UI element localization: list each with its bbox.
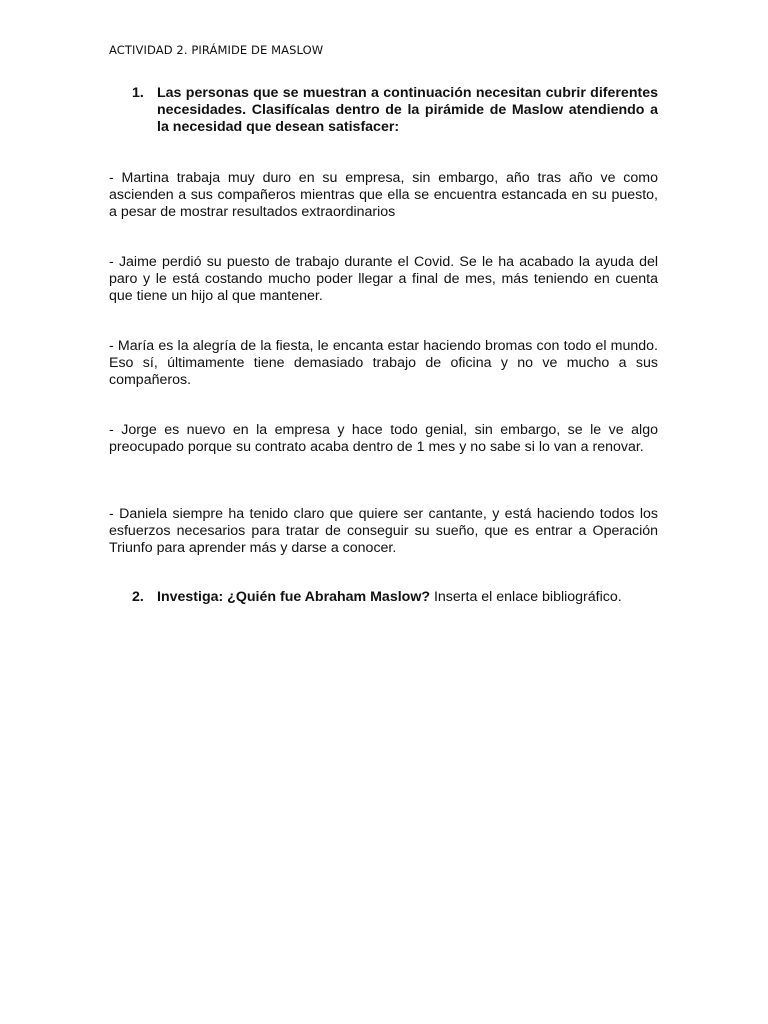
- case-daniela: - Daniela siempre ha tenido claro que quiere ser cantante, y está haciendo todos los esfuerzos necesarios para tratar de conseguir su sueño, que es entrar a Operación Triunfo para aprender más y darse a conocer.: [109, 506, 658, 557]
- case-maria: - María es la alegría de la fiesta, le encanta estar haciendo bromas con todo el mundo. Eso sí, últimamente tiene demasiado trabajo de oficina y no ve mucho a sus compañeros.: [109, 338, 658, 389]
- document-title: ACTIVIDAD 2. PIRÁMIDE DE MASLOW: [109, 43, 324, 57]
- question-2-normal-text: Inserta el enlace bibliográfico.: [430, 589, 622, 605]
- question-2: [132, 589, 658, 606]
- question-1: [132, 85, 658, 137]
- case-martina: - Martina trabaja muy duro en su empresa, sin embargo, año tras año ve como ascienden a sus compañeros mientras que ella se encuentra estancada en su puesto, a pesar de mostrar resultados extraordinarios: [109, 170, 658, 221]
- question-2-number: 2.: [132, 589, 144, 605]
- question-2-bold-text: Investiga: ¿Quién fue Abraham Maslow?: [157, 589, 431, 605]
- question-1-number: 1.: [132, 85, 144, 101]
- case-jaime: - Jaime perdió su puesto de trabajo durante el Covid. Se le ha acabado la ayuda del paro y le está costando mucho poder llegar a final de mes, más teniendo en cuenta que tiene un hijo al que mantener.: [109, 254, 658, 305]
- question-1-text: Las personas que se muestran a continuación necesitan cubrir diferentes necesidades. Clasifícalas dentro de la pirámide de Maslow atendiendo a la necesidad que desean satisfacer:: [157, 85, 658, 136]
- case-jorge: - Jorge es nuevo en la empresa y hace todo genial, sin embargo, se le ve algo preocupado porque su contrato acaba dentro de 1 mes y no sabe si lo van a renovar.: [109, 422, 658, 456]
- question-2-text: [157, 589, 658, 606]
